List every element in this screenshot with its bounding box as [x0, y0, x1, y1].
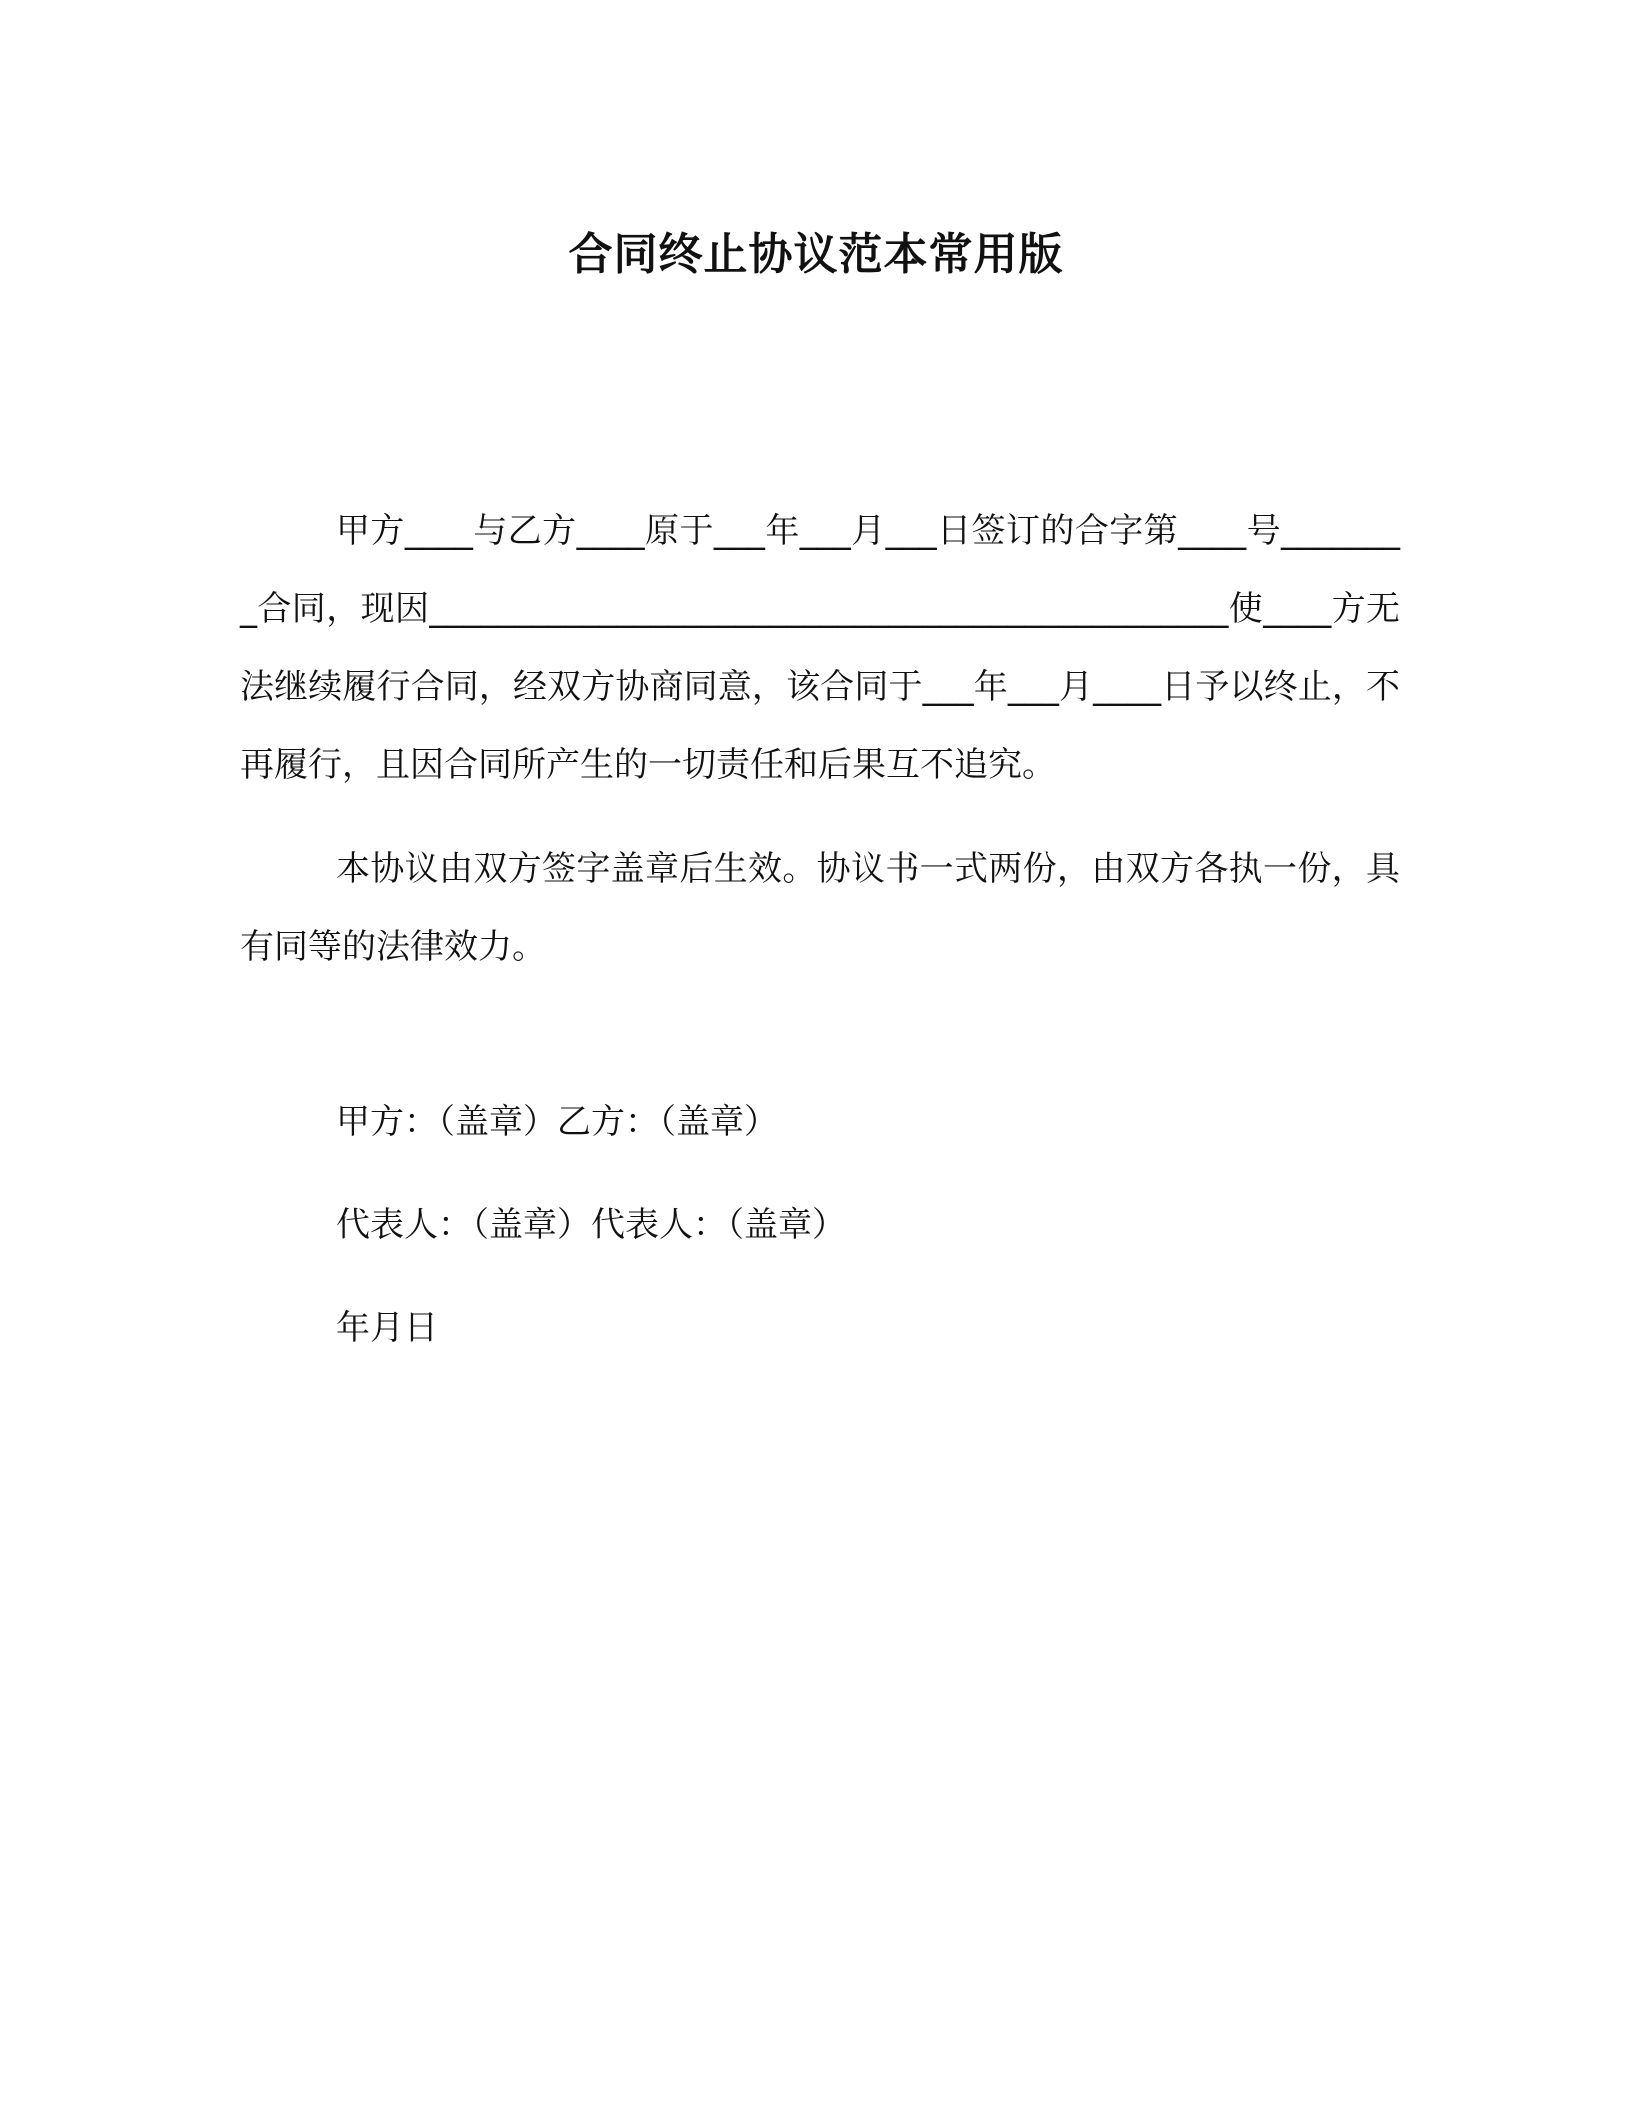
termination-clause-paragraph: 甲方____与乙方____原于___年___月___日签订的合字第____号________合同，现因_______________________________________________使____方无法继续履行合同，经双方协商同意，该合同于___年___月____日予以终止，不再履行，且因合同所产生的一切责任和后果互不追究。 — [240, 511, 1400, 785]
document-title: 合同终止协议范本常用版 — [568, 229, 1064, 280]
party-seal-line: 甲方：（盖章）乙方：（盖章） — [336, 1102, 778, 1142]
representative-seal-line: 代表人：（盖章）代表人：（盖章） — [336, 1205, 846, 1245]
document-body — [240, 492, 1400, 986]
date-line: 年月日 — [336, 1308, 438, 1348]
effectiveness-clause-paragraph: 本协议由双方签字盖章后生效。协议书一式两份，由双方各执一份，具有同等的法律效力。 — [240, 849, 1400, 967]
